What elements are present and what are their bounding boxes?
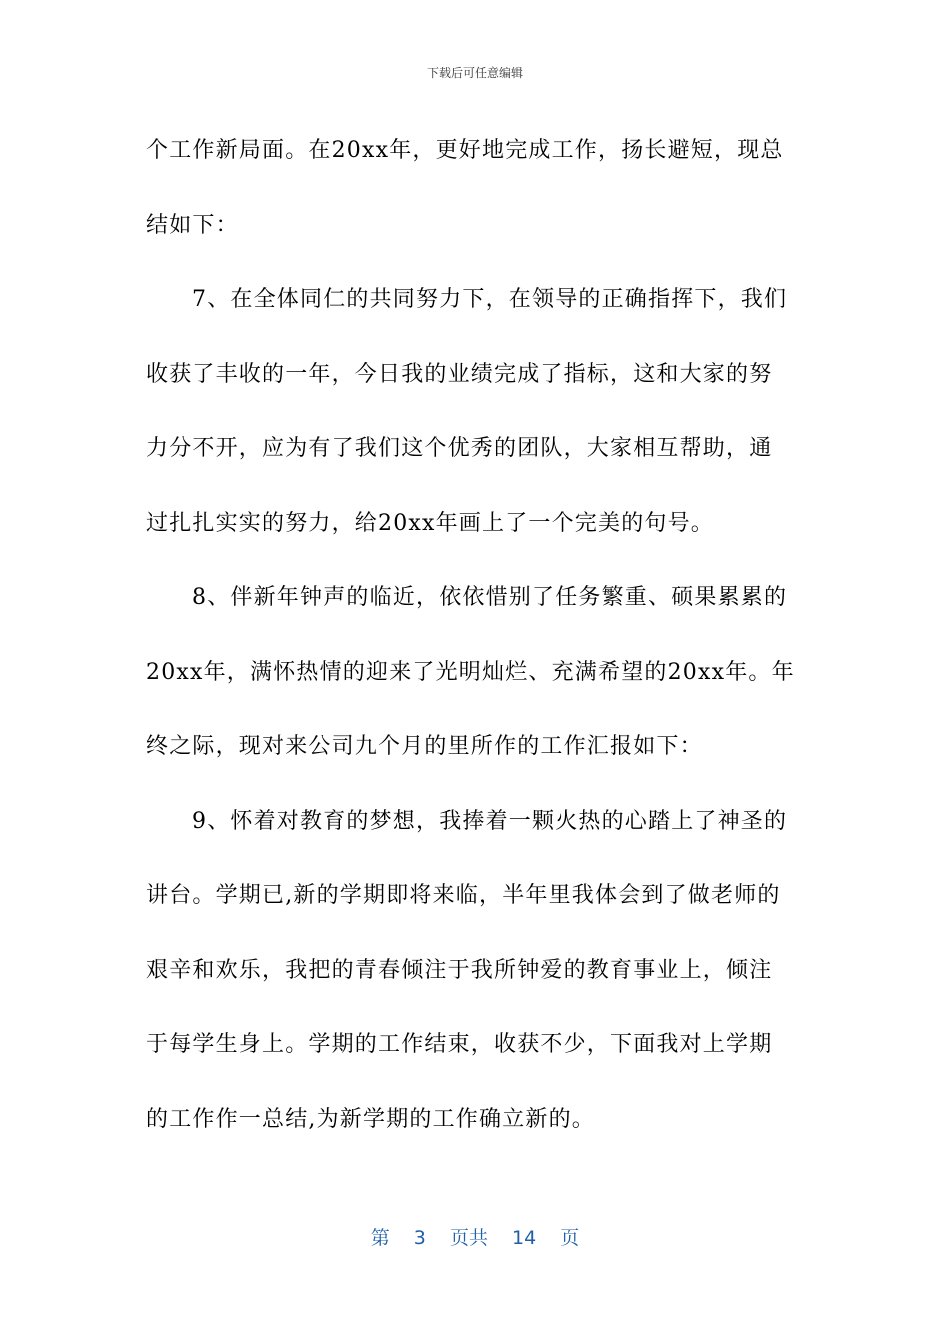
paragraph-7-line-2: 收获了丰收的一年，今日我的业绩完成了指标，这和大家的努 [146, 361, 773, 387]
text-line-2: 结如下： [146, 212, 239, 238]
footer-suffix: 页 [560, 1227, 580, 1249]
current-page-number: 3 [413, 1227, 426, 1249]
paragraph-7-line-3: 力分不开，应为有了我们这个优秀的团队，大家相互帮助，通 [146, 436, 773, 461]
paragraph-7-line-4: 过扎扎实实的努力，给20xx年画上了一个完美的句号。 [146, 510, 715, 536]
paragraph-9-line-1: 9、怀着对教育的梦想，我捧着一颗火热的心踏上了神圣的 [192, 808, 788, 834]
text-line-1: 个工作新局面。在20xx年，更好地完成工作，扬长避短，现总 [146, 138, 784, 163]
paragraph-8-line-2: 20xx年，满怀热情的迎来了光明灿烂、充满希望的20xx年。年 [146, 659, 795, 685]
paragraph-9-line-2: 讲台。学期已,新的学期即将来临，半年里我体会到了做老师的 [146, 883, 781, 908]
paragraph-8-line-1: 8、伴新年钟声的临近，依依惜别了任务繁重、硕果累累的 [192, 585, 788, 610]
paragraph-9-line-3: 艰辛和欢乐，我把的青春倾注于我所钟爱的教育事业上，倾注 [146, 957, 773, 983]
footer-middle: 页共 [449, 1227, 488, 1249]
page-number-footer [0, 1224, 950, 1252]
paragraph-8-line-3: 终之际，现对来公司九个月的里所作的工作汇报如下： [146, 734, 703, 759]
paragraph-7-line-1: 7、在全体同仁的共同努力下，在领导的正确指挥下，我们 [192, 287, 788, 312]
footer-prefix: 第 [370, 1227, 390, 1249]
document-body [146, 114, 806, 1157]
total-pages-number: 14 [512, 1227, 537, 1249]
paragraph-9-line-4: 于每学生身上。学期的工作结束，收获不少，下面我对上学期 [146, 1032, 773, 1057]
page-header-note: 下载后可任意编辑 [426, 66, 523, 80]
paragraph-9-line-5: 的工作作一总结,为新学期的工作确立新的。 [146, 1106, 595, 1132]
